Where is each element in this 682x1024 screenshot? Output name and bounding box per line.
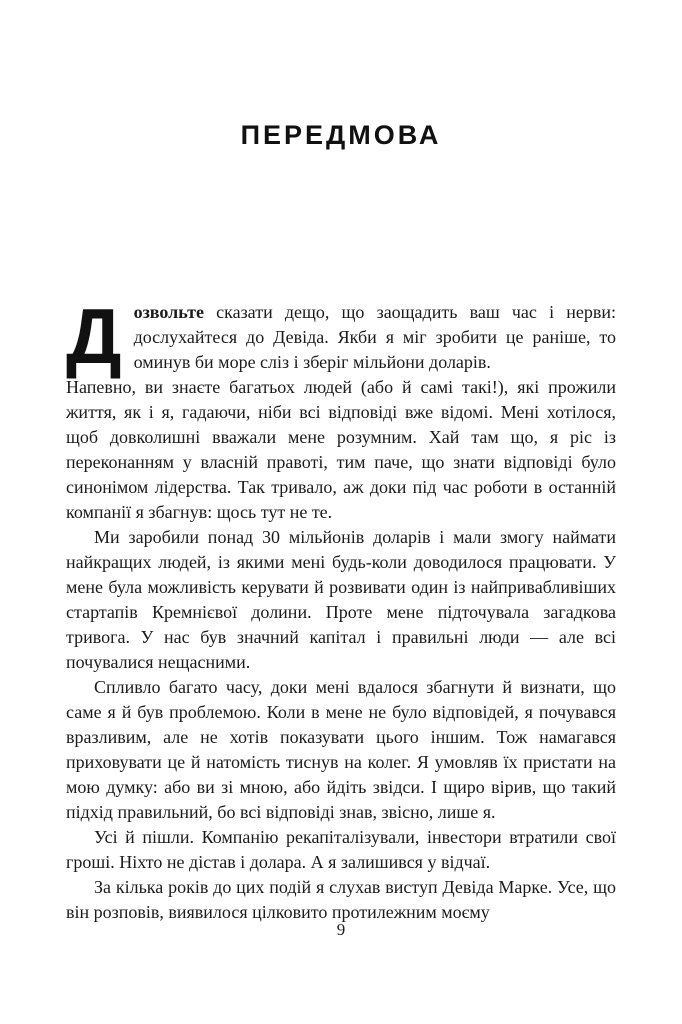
chapter-title: ПЕРЕДМОВА [240,120,442,150]
page-number: 9 [336,920,346,939]
paragraph: Спливло багато часу, доки мені вдалося збагнути й визнати, що саме я й був проблемою. Коли в мене не було відповідей, я почувався вразливим, але не хотів показувати цього іншим. Тож намагався приховувати це й натомість тиснув на колег. Я умовляв їх пристати на мою думку: або ви зі мною, або йдіть звідси. І щиро вірив, що такий підхід правильний, бо всі відповіді знав, звісно, лише я. [66,677,616,822]
paragraph: Усі й пішли. Компанію рекапіталізували, інвестори втратили свої гроші. Ніхто не дістав і долара. А я залишився у відчаї. [66,827,616,872]
text-block [66,292,616,925]
paragraph: За кілька років до цих подій я слухав виступ Девіда Марке. Усе, що він розповів, виявилося цілковито протилежним моєму [66,877,616,922]
paragraph: Напевно, ви знаєте багатьох людей (або й самі такі!), які прожили життя, як і я, гадаючи, ніби всі відповіді вже відомі. Мені хотілося, щоб довколишні вважали мене розумним. Хай там що, я ріс із переконанням у власній правоті, тим паче, що знати відповіді було синонімом лідерства. Так тривало, аж доки під час роботи в останній компанії я збагнув: щось тут не те. [66,377,616,522]
dropcap-letter: Д [66,292,122,380]
lead-text: сказати дещо, що заощадить ваш час і нерви: дослухайтеся до Девіда. Якби я міг зробити це раніше, то оминув би море сліз і зберіг мільйони доларів. [133,302,616,372]
lead-paragraph [66,292,616,380]
lead-bold-word: озвольте [133,302,204,322]
paragraph: Ми заробили понад 30 мільйонів доларів і мали змогу наймати найкращих людей, із якими мені будь-коли доводилося працювати. У мене була можливість керувати й розвивати один із найпривабливіших стартапів Кремнієвої долини. Проте мене підточувала загадкова тривога. У нас був значний капітал і правильні люди — але всі почувалися нещасними. [66,527,616,672]
